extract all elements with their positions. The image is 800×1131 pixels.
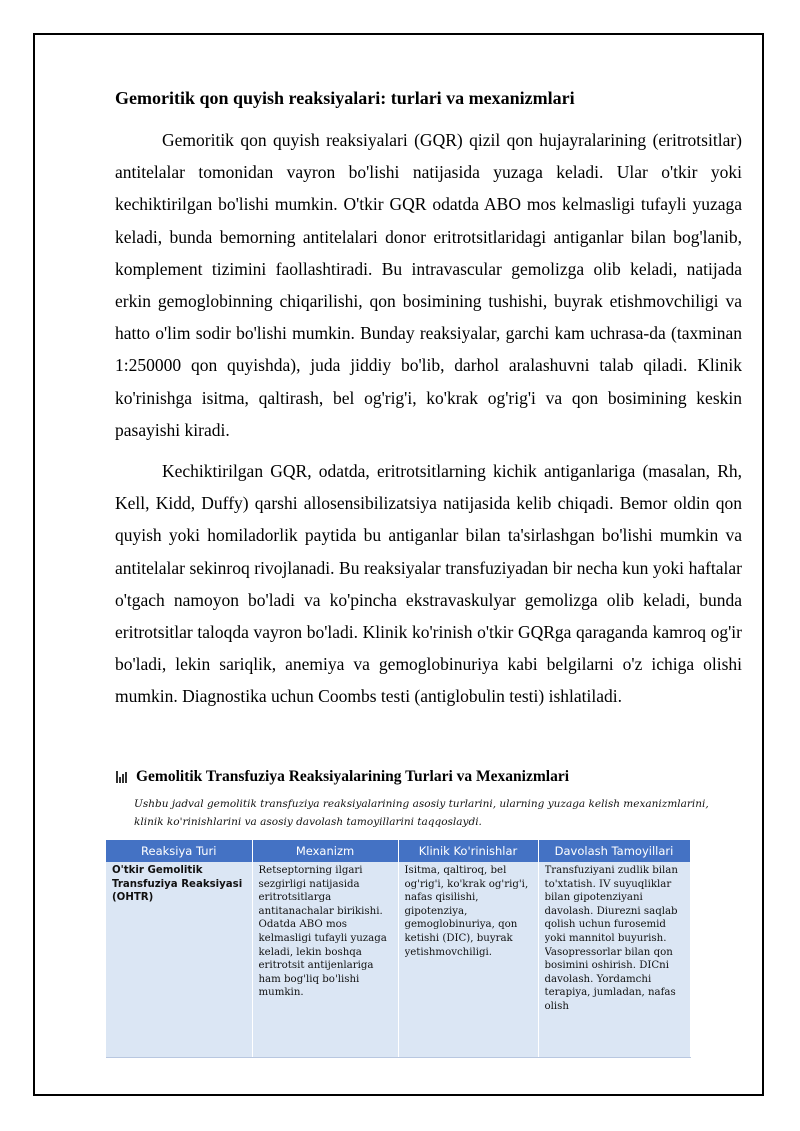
column-header-clinical: Klinik Ko'rinishlar	[398, 840, 538, 862]
paragraph-delayed: Kechiktirilgan GQR, odatda, eritrotsitlarning kichik antiganlariga (masalan, Rh, Kell, Kidd, Duffy) qarshi allosensibilizatsiya natijasida kelib chiqadi. Bemor oldin qon quyish yoki homiladorlik paytida bu antiganlar bilan ta'sirlashgan bo'lishi mumkin va antitelalar sekinroq rivojlanadi. Bu reaksiyalar transfuziyadan bir necha kun yoki haftalar o'tgach namoyon bo'ladi va ko'pincha ekstravaskulyar gemolizga olib keladi, bunda eritrotsitlar taloqda vayron bo'ladi. Klinik ko'rinish o'tkir GQRga qaraganda kamroq og'ir bo'ladi, lekin sariqlik, anemiya va gemoglobinuriya kabi belgilarni o'z ichiga olishi mumkin. Diagnostika uchun Coombs testi (antiglobulin testi) ishlatiladi.	[115, 461, 742, 707]
cell-treatment: Transfuziyani zudlik bilan to'xtatish. IV suyuqliklar bilan gipotenziyani davolash. Diurezni saqlab qolish uchun furosemid yoki mannitol buyurish. Vasopressorlar bilan qon bosimini oshirish. DICni davolash. Yordamchi terapiya, jumladan, nafas olish	[538, 862, 690, 1058]
table-title	[116, 768, 746, 786]
table-header-row	[106, 840, 690, 862]
cell-mechanism: Retseptorning ilgari sezgirligi natijasida eritrotsitlarga antitanachalar birikishi. Odatda ABO mos kelmasligi tufayli yuzaga keladi, lekin boshqa eritrotsit antijenlariga ham bog'liq bo'lishi mumkin.	[252, 862, 398, 1058]
bar-chart-icon	[116, 771, 130, 783]
reactions-table	[106, 840, 691, 1058]
cell-clinical: Isitma, qaltiroq, bel og'rig'i, ko'krak og'rig'i, nafas qisilishi, gipotenziya, gemoglobinuriya, qon ketishi (DIC), buyrak yetishmovchiligi.	[398, 862, 538, 1058]
document-heading: Gemoritik qon quyish reaksiyalari: turlari va mexanizmlari	[115, 88, 575, 108]
column-header-treatment: Davolash Tamoyillari	[538, 840, 690, 862]
paragraph-acute: Gemoritik qon quyish reaksiyalari (GQR) qizil qon hujayralarining (eritrotsitlar) antitelalar tomonidan vayron bo'lishi natijasida yuzaga keladi. Ular o'tkir yoki kechiktirilgan bo'lishi mumkin. O'tkir GQR odatda ABO mos kelmasligi tufayli yuzaga keladi, bunda bemorning antitelalari donor eritrotsitlaridagi antiganlar bilan bog'lanib, komplement tizimini faollashtiradi. Bu intravascular gemolizga olib keladi, natijada erkin gemoglobinning chiqarilishi, qon bosimining tushishi, buyrak etishmovchiligi va hatto o'lim sodir bo'lishi mumkin. Bunday reaksiyalar, garchi kam uchrasa-da (taxminan 1:250000 qon quyishda), juda jiddiy bo'lib, darhol aralashuvni talab qiladi. Klinik ko'rinishga isitma, qaltirash, bel og'rig'i, ko'krak og'rig'i va qon bosimining keskin pasayishi kiradi.	[115, 130, 742, 440]
column-header-mechanism: Mexanizm	[252, 840, 398, 862]
table-title-text: Gemolitik Transfuziya Reaksiyalarining Turlari va Mexanizmlari	[136, 768, 570, 785]
table-row	[106, 862, 690, 1058]
column-header-type: Reaksiya Turi	[106, 840, 252, 862]
cell-reaction-type: O'tkir Gemolitik Transfuziya Reaksiyasi (OHTR)	[106, 862, 252, 1058]
table-caption: Ushbu jadval gemolitik transfuziya reaksiyalarining asosiy turlarini, ularning yuzaga kelish mexanizmlarini, klinik ko'rinishlarini va asosiy davolash tamoyillarini taqqoslaydi.	[134, 798, 709, 828]
